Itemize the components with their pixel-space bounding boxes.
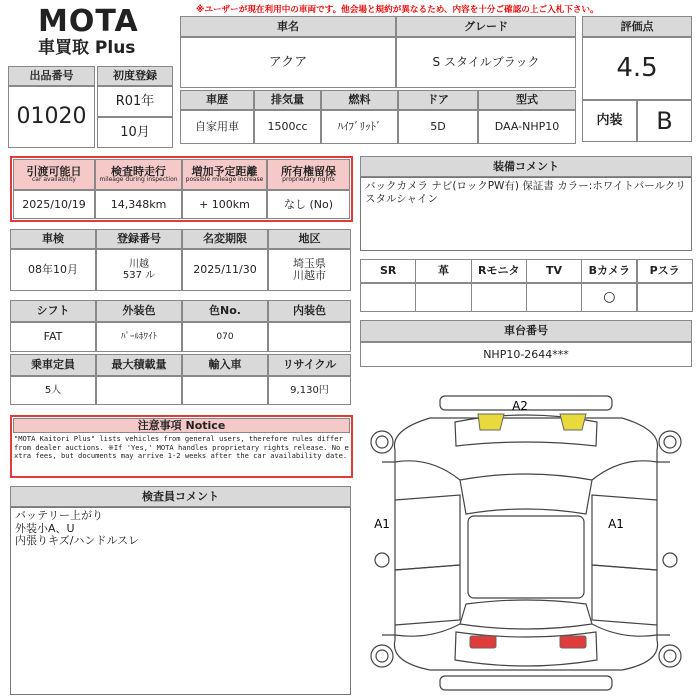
option-label-1: 革 [415, 259, 471, 283]
option-label-2: Rモニタ [471, 259, 527, 283]
int-color-label: 内装色 [268, 300, 351, 322]
door: 5D [398, 110, 478, 144]
door-label: ドア [398, 90, 478, 110]
option-value-2 [471, 283, 527, 312]
grade-label: グレード [396, 16, 576, 37]
increase-label-ja: 増加予定距離 [191, 164, 258, 178]
option-value-4: ○ [581, 283, 637, 312]
option-value-3 [526, 283, 582, 312]
equipment-comment [360, 177, 692, 251]
front-damage-label: A2 [512, 399, 528, 413]
fuel-label: 燃料 [321, 90, 398, 110]
car-name: アクア [180, 37, 396, 88]
inspector-label: 検査員コメント [10, 486, 351, 507]
mileage-label [95, 159, 182, 190]
change: 2025/11/30 [182, 249, 268, 291]
fuel: ﾊｲﾌﾞﾘｯﾄﾞ [321, 110, 398, 144]
inspector-line3: 内張りキズ/ハンドルスレ [15, 534, 140, 547]
front-left-lamp-damage [478, 414, 504, 430]
logo-sub: 車買取 Plus [38, 38, 136, 58]
equipment-text: バックカメラ ナビ(ロックPW有) 保証書 カラー:ホワイトパールクリスタルシャイン [365, 180, 686, 205]
first-reg-month: 10月 [97, 117, 173, 148]
region-line2: 川越市 [293, 269, 326, 282]
increase-label [182, 159, 267, 190]
chassis-value: NHP10-2644*** [360, 342, 692, 367]
region [268, 249, 351, 291]
inspector-line1: バッテリー上がり [15, 509, 103, 522]
option-label-5: Pスラ [637, 259, 693, 283]
recycle-label: リサイクル [268, 354, 351, 376]
wheels [371, 431, 681, 667]
rights-label [267, 159, 350, 190]
seats-label: 乗車定員 [10, 354, 96, 376]
availability-label [13, 159, 95, 190]
option-label-3: TV [526, 259, 582, 283]
interior-value: B [637, 100, 692, 142]
model: DAA-NHP10 [478, 110, 576, 144]
color-no-label: 色No. [182, 300, 268, 322]
interior-label: 内装 [582, 100, 637, 142]
color-no: 070 [182, 322, 268, 352]
option-value-0 [360, 283, 416, 312]
inspector-line2: 外装小A、U [15, 521, 75, 535]
option-label-0: SR [360, 259, 416, 283]
grade: S スタイルブラック [396, 37, 576, 88]
right-damage-label: A1 [608, 517, 624, 531]
ext-color-label: 外装色 [96, 300, 182, 322]
ext-color: ﾊﾟｰﾙﾎﾜｲﾄ [96, 322, 182, 352]
car-name-label: 車名 [180, 16, 396, 37]
rights-label-ja: 所有権留保 [281, 164, 336, 178]
option-value-1 [415, 283, 471, 312]
region-label: 地区 [268, 229, 351, 249]
mileage-value: 14,348km [95, 190, 182, 219]
notice-text: "MOTA Kaitori Plus" lists vehicles from general users, therefore rules differ from dealer auctions. ※If 'Yes,' MOTA handles proprietary rights release. No extra fees, but documents may arrive 1-2 weeks after the car availability date. [14, 435, 349, 461]
model-label: 型式 [478, 90, 576, 110]
change-label: 名変期限 [182, 229, 268, 249]
mileage-label-ja: 検査時走行 [111, 164, 166, 178]
seats: 5人 [10, 376, 96, 405]
availability-label-en: car availability [32, 176, 76, 184]
shift-label: シフト [10, 300, 96, 322]
increase-label-en: possible mileage increase [185, 176, 264, 184]
rights-label-en: proprietary rights [282, 176, 335, 184]
lot-value: 01020 [8, 86, 95, 148]
front-right-lamp-damage [560, 414, 586, 430]
car-outline [382, 396, 670, 690]
mota-logo [38, 6, 158, 58]
recycle: 9,130円 [268, 376, 351, 405]
rights-value: なし (No) [267, 190, 350, 219]
load [96, 376, 182, 405]
score-value: 4.5 [582, 37, 692, 100]
load-label: 最大積載量 [96, 354, 182, 376]
top-notice: ※ユーザーが現在利用中の車両です。他会場と規約が異なるため、内容を十分ご確認の上ご入札下さい。 [196, 5, 599, 15]
equipment-label: 装備コメント [360, 156, 692, 177]
left-damage-label: A1 [374, 517, 390, 531]
logo-brand: MOTA [38, 4, 139, 39]
chassis-label: 車台番号 [360, 320, 692, 342]
plate [96, 249, 182, 291]
cc-label: 排気量 [254, 90, 321, 110]
option-label-4: Bカメラ [581, 259, 637, 283]
increase-value: + 100km [182, 190, 267, 219]
history-label: 車歴 [180, 90, 254, 110]
inspection-label: 車検 [10, 229, 96, 249]
score-label: 評価点 [582, 16, 692, 37]
inspector-comment [10, 507, 351, 695]
notice-label: 注意事項 Notice [13, 418, 350, 433]
lot-label: 出品番号 [8, 66, 95, 86]
cc: 1500cc [254, 110, 321, 144]
availability-label-ja: 引渡可能日 [26, 164, 82, 178]
shift: FAT [10, 322, 96, 352]
rear-left-lamp-damage [470, 636, 496, 648]
plate-line1: 川越 [129, 259, 149, 270]
first-reg-label: 初度登録 [97, 66, 173, 86]
import-label: 輸入車 [182, 354, 268, 376]
int-color [268, 322, 351, 352]
region-line1: 埼玉県 [293, 257, 326, 270]
first-reg-year: R01年 [97, 86, 173, 117]
plate-label: 登録番号 [96, 229, 182, 249]
car-damage-diagram [360, 390, 692, 696]
import [182, 376, 268, 405]
history: 自家用車 [180, 110, 254, 144]
mileage-label-en: mileage during inspection [99, 176, 178, 184]
availability-value: 2025/10/19 [13, 190, 95, 219]
plate-line2: 537 ル [122, 270, 156, 281]
rear-right-lamp-damage [560, 636, 586, 648]
option-value-5 [637, 283, 693, 312]
inspection: 08年10月 [10, 249, 96, 291]
